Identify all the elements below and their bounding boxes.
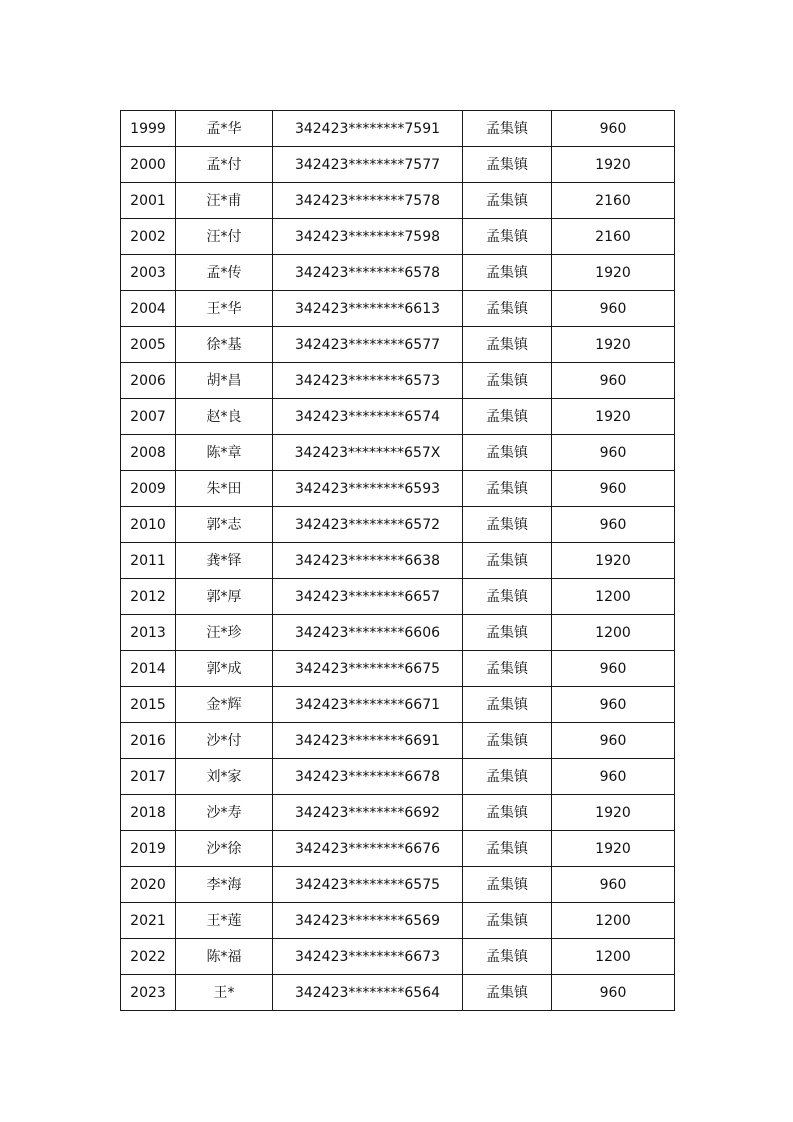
record-number: 1999 <box>121 111 176 147</box>
masked-id-number: 342423********6606 <box>273 615 463 651</box>
table-row <box>121 255 675 291</box>
amount-value: 960 <box>552 867 675 903</box>
person-name: 王*华 <box>176 291 273 327</box>
masked-id-number: 342423********6676 <box>273 831 463 867</box>
table-row <box>121 579 675 615</box>
record-number: 2007 <box>121 399 176 435</box>
table-row <box>121 399 675 435</box>
town-name: 孟集镇 <box>463 615 552 651</box>
masked-id-number: 342423********6673 <box>273 939 463 975</box>
amount-value: 960 <box>552 507 675 543</box>
town-name: 孟集镇 <box>463 147 552 183</box>
town-name: 孟集镇 <box>463 255 552 291</box>
masked-id-number: 342423********6578 <box>273 255 463 291</box>
masked-id-number: 342423********7598 <box>273 219 463 255</box>
table-row <box>121 147 675 183</box>
amount-value: 960 <box>552 471 675 507</box>
person-name: 金*辉 <box>176 687 273 723</box>
amount-value: 960 <box>552 291 675 327</box>
amount-value: 1200 <box>552 615 675 651</box>
person-name: 孟*传 <box>176 255 273 291</box>
masked-id-number: 342423********7591 <box>273 111 463 147</box>
town-name: 孟集镇 <box>463 363 552 399</box>
amount-value: 1920 <box>552 147 675 183</box>
town-name: 孟集镇 <box>463 759 552 795</box>
person-name: 郭*志 <box>176 507 273 543</box>
amount-value: 1920 <box>552 543 675 579</box>
town-name: 孟集镇 <box>463 579 552 615</box>
person-name: 孟*付 <box>176 147 273 183</box>
town-name: 孟集镇 <box>463 687 552 723</box>
person-name: 汪*珍 <box>176 615 273 651</box>
record-number: 2013 <box>121 615 176 651</box>
person-name: 汪*付 <box>176 219 273 255</box>
person-name: 王* <box>176 975 273 1011</box>
person-name: 沙*寿 <box>176 795 273 831</box>
masked-id-number: 342423********6574 <box>273 399 463 435</box>
masked-id-number: 342423********6593 <box>273 471 463 507</box>
amount-value: 960 <box>552 111 675 147</box>
record-number: 2010 <box>121 507 176 543</box>
amount-value: 960 <box>552 759 675 795</box>
amount-value: 960 <box>552 687 675 723</box>
masked-id-number: 342423********657X <box>273 435 463 471</box>
person-name: 朱*田 <box>176 471 273 507</box>
table-row <box>121 759 675 795</box>
table-row <box>121 975 675 1011</box>
amount-value: 2160 <box>552 219 675 255</box>
table-row <box>121 363 675 399</box>
roster-table <box>120 110 675 1011</box>
town-name: 孟集镇 <box>463 723 552 759</box>
roster-table-body <box>121 111 675 1011</box>
amount-value: 960 <box>552 975 675 1011</box>
record-number: 2014 <box>121 651 176 687</box>
town-name: 孟集镇 <box>463 867 552 903</box>
amount-value: 1920 <box>552 795 675 831</box>
record-number: 2020 <box>121 867 176 903</box>
record-number: 2006 <box>121 363 176 399</box>
amount-value: 2160 <box>552 183 675 219</box>
amount-value: 1200 <box>552 579 675 615</box>
table-row <box>121 615 675 651</box>
person-name: 王*莲 <box>176 903 273 939</box>
record-number: 2004 <box>121 291 176 327</box>
table-row <box>121 723 675 759</box>
record-number: 2009 <box>121 471 176 507</box>
amount-value: 1920 <box>552 327 675 363</box>
masked-id-number: 342423********6564 <box>273 975 463 1011</box>
masked-id-number: 342423********6613 <box>273 291 463 327</box>
masked-id-number: 342423********6678 <box>273 759 463 795</box>
person-name: 李*海 <box>176 867 273 903</box>
town-name: 孟集镇 <box>463 507 552 543</box>
masked-id-number: 342423********7578 <box>273 183 463 219</box>
record-number: 2002 <box>121 219 176 255</box>
record-number: 2005 <box>121 327 176 363</box>
table-row <box>121 183 675 219</box>
person-name: 陈*章 <box>176 435 273 471</box>
record-number: 2019 <box>121 831 176 867</box>
town-name: 孟集镇 <box>463 183 552 219</box>
table-row <box>121 939 675 975</box>
amount-value: 960 <box>552 363 675 399</box>
masked-id-number: 342423********6675 <box>273 651 463 687</box>
amount-value: 960 <box>552 651 675 687</box>
masked-id-number: 342423********6638 <box>273 543 463 579</box>
table-row <box>121 867 675 903</box>
record-number: 2011 <box>121 543 176 579</box>
masked-id-number: 342423********6657 <box>273 579 463 615</box>
town-name: 孟集镇 <box>463 291 552 327</box>
masked-id-number: 342423********6573 <box>273 363 463 399</box>
record-number: 2021 <box>121 903 176 939</box>
amount-value: 1200 <box>552 939 675 975</box>
town-name: 孟集镇 <box>463 975 552 1011</box>
person-name: 郭*成 <box>176 651 273 687</box>
amount-value: 960 <box>552 723 675 759</box>
record-number: 2003 <box>121 255 176 291</box>
masked-id-number: 342423********6577 <box>273 327 463 363</box>
table-row <box>121 831 675 867</box>
town-name: 孟集镇 <box>463 795 552 831</box>
town-name: 孟集镇 <box>463 399 552 435</box>
masked-id-number: 342423********6569 <box>273 903 463 939</box>
table-row <box>121 291 675 327</box>
masked-id-number: 342423********6572 <box>273 507 463 543</box>
record-number: 2001 <box>121 183 176 219</box>
record-number: 2012 <box>121 579 176 615</box>
table-row <box>121 795 675 831</box>
masked-id-number: 342423********7577 <box>273 147 463 183</box>
record-number: 2000 <box>121 147 176 183</box>
record-number: 2018 <box>121 795 176 831</box>
table-row <box>121 903 675 939</box>
person-name: 汪*甫 <box>176 183 273 219</box>
person-name: 赵*良 <box>176 399 273 435</box>
table-row <box>121 507 675 543</box>
amount-value: 1920 <box>552 255 675 291</box>
masked-id-number: 342423********6692 <box>273 795 463 831</box>
person-name: 龚*铎 <box>176 543 273 579</box>
record-number: 2015 <box>121 687 176 723</box>
town-name: 孟集镇 <box>463 111 552 147</box>
amount-value: 1920 <box>552 831 675 867</box>
amount-value: 1920 <box>552 399 675 435</box>
table-row <box>121 543 675 579</box>
town-name: 孟集镇 <box>463 435 552 471</box>
town-name: 孟集镇 <box>463 543 552 579</box>
record-number: 2017 <box>121 759 176 795</box>
amount-value: 1200 <box>552 903 675 939</box>
town-name: 孟集镇 <box>463 219 552 255</box>
record-number: 2022 <box>121 939 176 975</box>
table-row <box>121 471 675 507</box>
town-name: 孟集镇 <box>463 651 552 687</box>
amount-value: 960 <box>552 435 675 471</box>
person-name: 胡*昌 <box>176 363 273 399</box>
town-name: 孟集镇 <box>463 939 552 975</box>
table-row <box>121 111 675 147</box>
masked-id-number: 342423********6575 <box>273 867 463 903</box>
masked-id-number: 342423********6691 <box>273 723 463 759</box>
table-row <box>121 651 675 687</box>
person-name: 陈*福 <box>176 939 273 975</box>
person-name: 孟*华 <box>176 111 273 147</box>
person-name: 刘*家 <box>176 759 273 795</box>
table-row <box>121 435 675 471</box>
table-row <box>121 219 675 255</box>
town-name: 孟集镇 <box>463 471 552 507</box>
person-name: 沙*付 <box>176 723 273 759</box>
person-name: 沙*徐 <box>176 831 273 867</box>
town-name: 孟集镇 <box>463 903 552 939</box>
record-number: 2016 <box>121 723 176 759</box>
record-number: 2023 <box>121 975 176 1011</box>
table-row <box>121 327 675 363</box>
record-number: 2008 <box>121 435 176 471</box>
town-name: 孟集镇 <box>463 327 552 363</box>
person-name: 徐*基 <box>176 327 273 363</box>
table-row <box>121 687 675 723</box>
person-name: 郭*厚 <box>176 579 273 615</box>
masked-id-number: 342423********6671 <box>273 687 463 723</box>
town-name: 孟集镇 <box>463 831 552 867</box>
